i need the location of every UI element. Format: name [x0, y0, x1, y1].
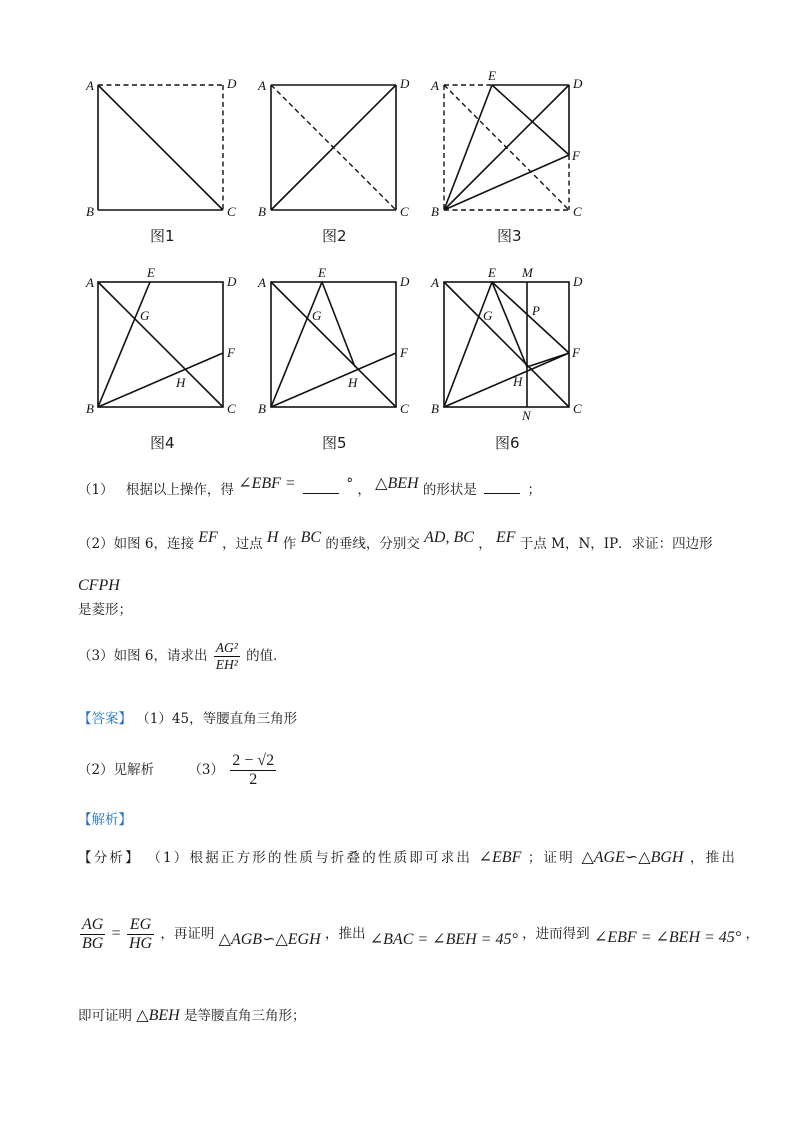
fig5-label-a: A: [258, 275, 266, 290]
analysis-p2-text2: ，推出: [324, 926, 366, 942]
analysis-p2-eq2: ∠EBF = ∠BEH = 45°: [593, 929, 742, 946]
analysis-p2-similar: △AGB∽△EGH: [218, 931, 321, 948]
fig6-label-n: N: [522, 408, 531, 423]
analysis-f2-den: HG: [128, 935, 153, 952]
question-2: [78, 529, 713, 553]
fig5-label-e: E: [318, 265, 326, 280]
q1-degree: °: [346, 476, 354, 492]
analysis-p3-triangle: △BEH: [136, 1007, 180, 1024]
fig5-label-f: F: [400, 345, 408, 360]
q2-bc: BC: [300, 529, 322, 546]
analysis-p3-text1: 即可证明: [78, 1008, 132, 1024]
q1-triangle: △BEH: [375, 475, 419, 492]
analysis-p2-text4: ，: [745, 926, 759, 942]
q2-text2: ，过点: [222, 536, 263, 552]
question-2-end: [78, 598, 132, 618]
answer-part-3-label: （3）: [188, 762, 224, 778]
analysis-p1-text1: （1）根据正方形的性质与折叠的性质即可求出: [147, 850, 473, 866]
q1-blank-angle: [303, 493, 339, 494]
analysis-f1-den: BG: [82, 935, 104, 952]
fig6-label-f: F: [572, 345, 580, 360]
question-1: [78, 475, 541, 499]
fig3-label-c: C: [573, 204, 582, 219]
q1-angle: ∠EBF =: [238, 475, 296, 492]
fig6-label-h: H: [513, 374, 523, 389]
fig5-label-b: B: [258, 401, 266, 416]
q2-h: H: [266, 529, 279, 546]
answer-part-1: （1）45，等腰直角三角形: [136, 711, 298, 727]
fig4-label-d: D: [227, 274, 237, 289]
analysis-f2-num: EG: [127, 916, 154, 935]
q1-text2: 的形状是: [422, 482, 477, 498]
fig4-label-h: H: [176, 375, 186, 390]
analysis-p1-angle: ∠EBF: [478, 849, 522, 866]
q2-ad-bc: AD, BC: [424, 529, 474, 546]
analysis-paragraph-3: [78, 1004, 306, 1025]
answer-part-3-numerator: 2 − √2: [232, 752, 275, 769]
analysis-equals: =: [111, 925, 121, 942]
answer-part-2: （2）见解析: [78, 762, 155, 778]
q2-ef2: EF: [496, 529, 516, 546]
q2-text6: 是菱形；: [78, 602, 132, 618]
answer-part-3-denominator: 2: [249, 771, 258, 788]
q2-text3: 作: [282, 536, 297, 552]
fig3-label-b: B: [431, 204, 439, 219]
fig1-label-c: C: [227, 204, 236, 219]
analysis-p1-similar: △AGE∽△BGH: [581, 849, 684, 866]
figure-5-caption: 图5: [322, 434, 347, 452]
fig3-label-e: E: [488, 68, 496, 83]
fig1-label-d: D: [227, 76, 237, 91]
analysis-sub-tag: 【分析】: [78, 850, 141, 866]
fig6-label-p: P: [532, 303, 540, 318]
q2-text1: （2）如图 6，连接: [78, 536, 194, 552]
q1-sep: ，: [357, 482, 371, 498]
fig5-label-d: D: [400, 274, 410, 289]
figure-2-caption: 图2: [322, 227, 347, 245]
fig6-label-c: C: [573, 401, 582, 416]
analysis-tag: 【解析】: [78, 812, 132, 828]
q1-end: ；: [527, 482, 541, 498]
fig4-label-b: B: [86, 401, 94, 416]
fig4-label-f: F: [227, 345, 235, 360]
analysis-p3-text2: 是等腰直角三角形；: [184, 1008, 306, 1024]
fig3-label-d: D: [573, 76, 583, 91]
answer-1: [78, 707, 297, 727]
fig3-label-a: A: [431, 78, 439, 93]
fig4-label-e: E: [147, 265, 155, 280]
analysis-f1-num: AG: [82, 916, 104, 933]
answer-2: [78, 752, 278, 789]
fig2-label-c: C: [400, 204, 409, 219]
fig4-label-g: G: [140, 308, 150, 323]
analysis-p2-text1: ，再证明: [160, 926, 215, 942]
fig6-label-m: M: [522, 265, 533, 280]
question-3: [78, 640, 287, 673]
figure-4-caption: 图4: [150, 434, 175, 452]
analysis-p1-text3: ，推出: [689, 850, 738, 866]
fig4-label-c: C: [227, 401, 236, 416]
figure-6: [0, 0, 800, 450]
q2-text5: 于点 M，N，IP．求证：四边形: [519, 536, 713, 552]
q3-text1: （3）如图 6，请求出: [78, 648, 208, 664]
fig2-label-b: B: [258, 204, 266, 219]
fig6-label-g: G: [483, 308, 493, 323]
fig6-label-b: B: [431, 401, 439, 416]
analysis-paragraph-1: [78, 846, 737, 867]
analysis-p2-eq1: ∠BAC = ∠BEH = 45°: [369, 931, 518, 948]
fig5-label-h: H: [348, 375, 358, 390]
fig4-label-a: A: [86, 275, 94, 290]
fig5-label-g: G: [312, 308, 322, 323]
q2-text4: 的垂线，分别交: [325, 536, 420, 552]
q3-fraction: [214, 640, 240, 673]
analysis-p1-text2: ；证明: [527, 850, 575, 866]
q1-number: （1）: [78, 482, 114, 498]
fig2-label-d: D: [400, 76, 410, 91]
fig6-label-a: A: [431, 275, 439, 290]
fig1-label-a: A: [86, 78, 94, 93]
fig6-label-d: D: [573, 274, 583, 289]
q2-sep: ，: [478, 536, 492, 552]
q2-quad: CFPH: [78, 577, 120, 594]
answer-tag: 【答案】: [78, 711, 132, 727]
fig2-label-a: A: [258, 78, 266, 93]
q1-blank-shape: [484, 493, 520, 494]
analysis-paragraph-2: [78, 916, 759, 953]
fig1-label-b: B: [86, 204, 94, 219]
fig3-label-f: F: [572, 148, 580, 163]
fig5-label-c: C: [400, 401, 409, 416]
q1-text: 根据以上操作，得: [125, 482, 234, 498]
q3-denominator: EH²: [215, 657, 238, 672]
figure-6-caption: 图6: [495, 434, 520, 452]
analysis-fraction-ag-bg: [80, 916, 105, 953]
q2-ef: EF: [198, 529, 218, 546]
analysis-p2-text3: ，进而得到: [522, 926, 590, 942]
q3-numerator: AG²: [215, 640, 238, 655]
analysis-fraction-eg-hg: [127, 916, 154, 953]
fig6-label-e: E: [488, 265, 496, 280]
answer-part-3-fraction: [230, 752, 276, 789]
figure-3-caption: 图3: [497, 227, 522, 245]
q3-text2: 的值．: [246, 648, 287, 664]
figure-1-caption: 图1: [150, 227, 175, 245]
